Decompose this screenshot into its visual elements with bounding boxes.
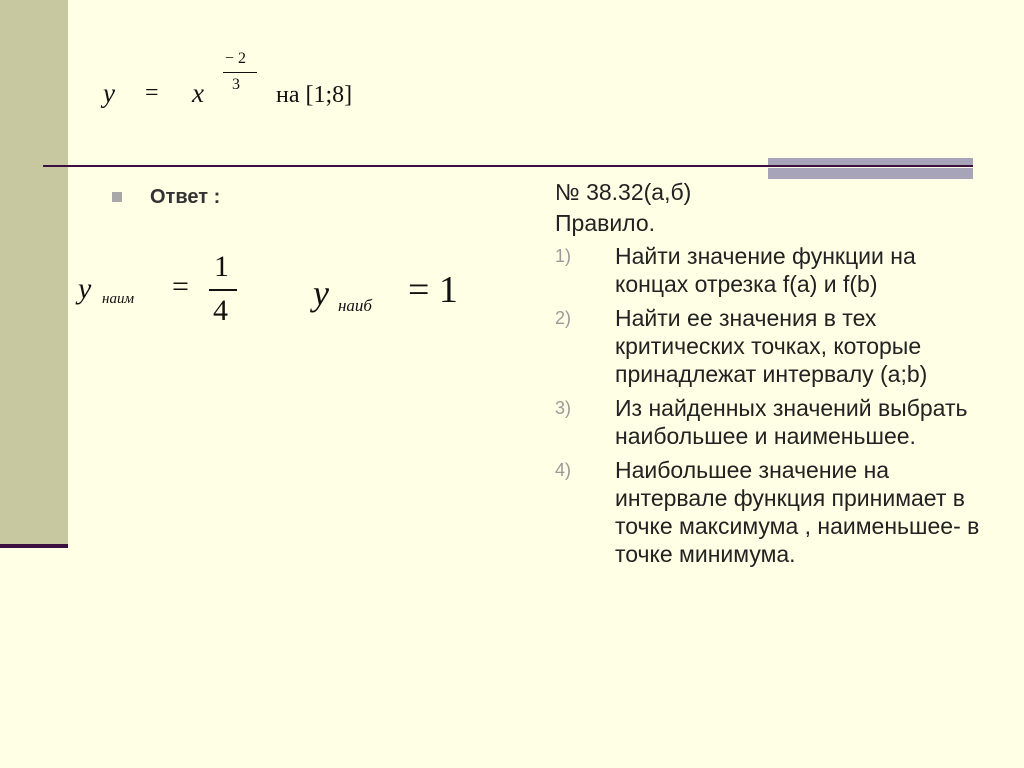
task-title: № 38.32(а,б) [555,179,692,205]
left-decor-band [0,0,68,545]
rule-text: Наибольшее значение на интервале функция принимает в точке максимума , наименьшее- в точке минимума. [615,457,980,567]
ymin-denominator: 4 [213,294,228,327]
rule-item [555,242,995,298]
rule-item [555,394,995,450]
ymin-fraction-bar [209,289,237,291]
rule-number: 4) [555,460,572,480]
divider-accent-top [768,158,973,165]
divider-line [43,165,973,167]
ymax-variable: y [313,273,329,313]
ymax-subscript: наиб [338,296,372,315]
rule-text: Найти значение функции на концах отрезка f(a) и f(b) [615,243,916,297]
left-decor-line [0,544,68,548]
formula-exponent-numerator: − 2 [225,50,247,67]
ymax-equals-value: = 1 [408,269,458,311]
rule-item [555,304,995,388]
rule-heading: Правило. [555,210,656,236]
formula-x: x [192,78,204,108]
formula-exponent-fraction-bar [223,72,257,73]
ymin-numerator: 1 [214,250,229,283]
formula-y: y [103,78,115,108]
ymin-equals: = [172,270,189,303]
ymin-subscript: наим [102,291,135,307]
formula-equals: = [145,80,159,106]
ymin-variable: y [78,272,92,305]
rule-item [555,456,995,568]
rule-number: 3) [555,398,572,418]
bullet-square-icon [112,192,122,202]
formula-exponent-denominator: 3 [232,76,240,93]
task-rules-block [555,178,995,574]
rule-text: Из найденных значений выбрать наибольшее и наименьшее. [615,395,968,449]
rule-number: 2) [555,308,572,328]
answer-label: Ответ : [150,186,221,208]
rule-number: 1) [555,246,572,266]
formula-interval: на [1;8] [276,82,353,108]
rule-text: Найти ее значения в тех критических точках, которые принадлежат интервалу (a;b) [615,305,928,387]
